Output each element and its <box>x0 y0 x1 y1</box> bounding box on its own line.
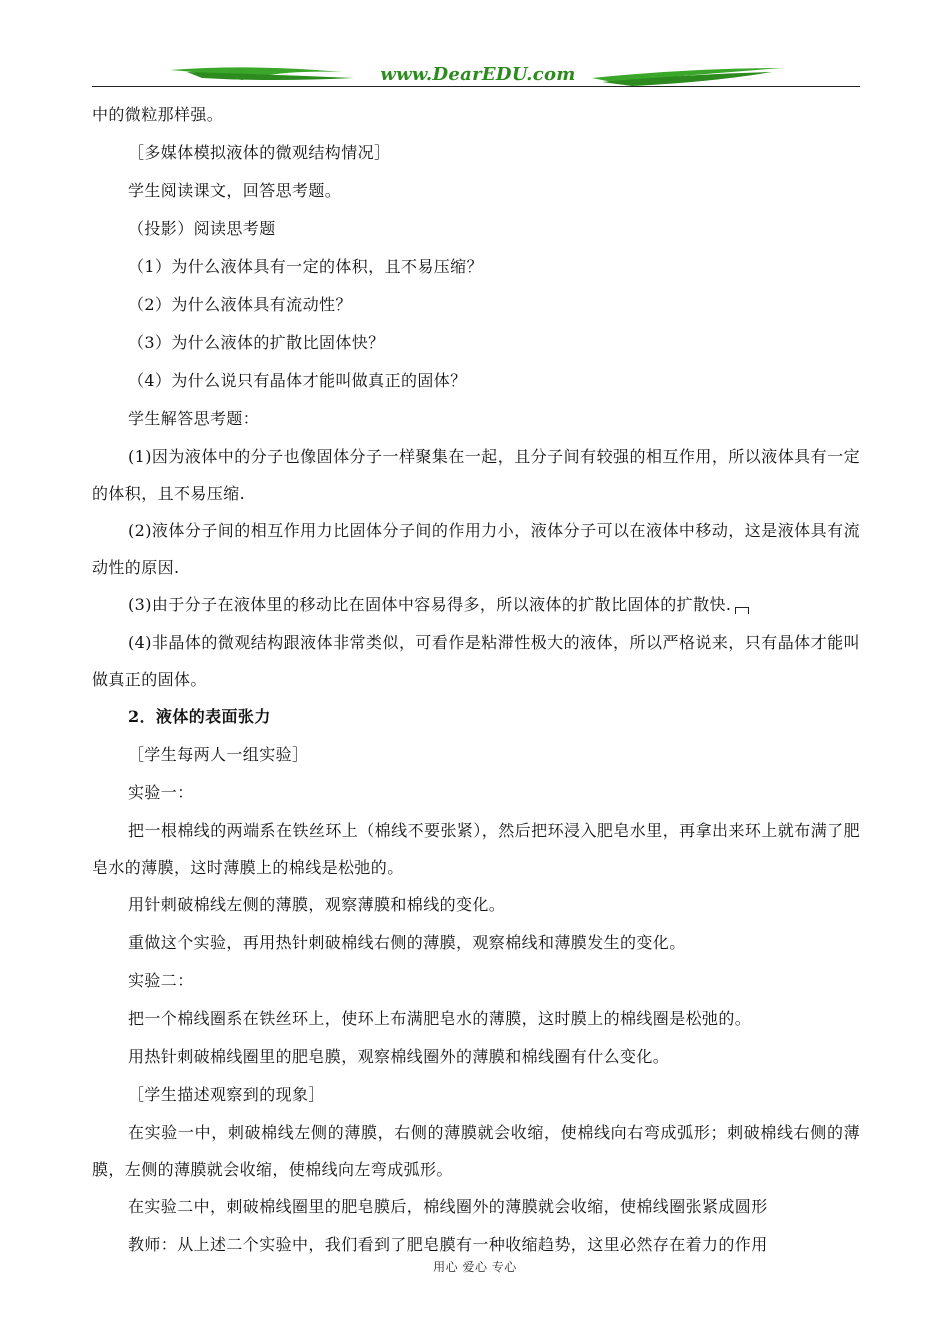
paragraph: 把一个棉线圈系在铁丝环上，使环上布满肥皂水的薄膜，这时膜上的棉线圈是松弛的。 <box>128 1009 752 1028</box>
paragraph: 学生阅读课文，回答思考题。 <box>128 181 342 200</box>
page-footer: 用心 爱心 专心 <box>433 1260 517 1274</box>
paragraph: （投影）阅读思考题 <box>128 219 276 238</box>
paragraph: 在实验二中，刺破棉线圈里的肥皂膜后，棉线圈外的薄膜就会收缩，使棉线圈张紧成圆形 <box>128 1197 768 1216</box>
paragraph: 在实验一中，刺破棉线左侧的薄膜，右侧的薄膜就会收缩，使棉线向右弯成弧形；刺破棉线右侧的薄膜，左侧的薄膜就会收缩，使棉线向左弯成弧形。 <box>92 1123 860 1179</box>
section-heading: 2．液体的表面张力 <box>128 707 271 726</box>
answer-item: (2)液体分子间的相互作用力比固体分子间的作用力小，液体分子可以在液体中移动，这是液体具有流动性的原因. <box>92 521 860 577</box>
site-title: www.DearEDU.com <box>380 64 576 85</box>
paragraph: 把一根棉线的两端系在铁丝环上（棉线不要张紧），然后把环浸入肥皂水里，再拿出来环上就布满了肥皂水的薄膜，这时薄膜上的棉线是松弛的。 <box>92 821 860 877</box>
paragraph: 重做这个实验，再用热针刺破棉线右侧的薄膜，观察棉线和薄膜发生的变化。 <box>128 933 686 952</box>
question-item: （2）为什么液体具有流动性？ <box>128 295 352 314</box>
question-item: （1）为什么液体具有一定的体积，且不易压缩？ <box>128 257 483 276</box>
paragraph: 中的微粒那样强。 <box>92 105 224 124</box>
paragraph: 学生解答思考题： <box>128 409 260 428</box>
paragraph: ［多媒体模拟液体的微观结构情况］ <box>128 143 391 162</box>
answer-item: (1)因为液体中的分子也像固体分子一样聚集在一起，且分子间有较强的相互作用，所以液体具有一定的体积，且不易压缩. <box>92 447 860 503</box>
paragraph: 用针刺破棉线左侧的薄膜，观察薄膜和棉线的变化。 <box>128 895 506 914</box>
question-item: （3）为什么液体的扩散比固体快？ <box>128 333 385 352</box>
paragraph: ［学生每两人一组实验］ <box>128 745 309 764</box>
paragraph: 用热针刺破棉线圈里的肥皂膜，观察棉线圈外的薄膜和棉线圈有什么变化。 <box>128 1047 670 1066</box>
question-item: （4）为什么说只有晶体才能叫做真正的固体？ <box>128 371 467 390</box>
header-rule <box>92 86 860 87</box>
paragraph: 实验二： <box>128 971 194 990</box>
answer-item: (4)非晶体的微观结构跟液体非常类似，可看作是粘滞性极大的液体，所以严格说来，只有晶体才能叫做真正的固体。 <box>92 633 860 689</box>
answer-text: (3)由于分子在液体里的移动比在固体中容易得多，所以液体的扩散比固体的扩散快. <box>128 595 732 614</box>
paragraph: 教师：从上述二个实验中，我们看到了肥皂膜有一种收缩趋势，这里必然存在着力的作用 <box>128 1235 768 1254</box>
paragraph: 实验一： <box>128 783 194 802</box>
edit-mark-icon <box>735 607 749 614</box>
document-body <box>92 96 860 1264</box>
paragraph: ［学生描述观察到的现象］ <box>128 1085 325 1104</box>
answer-item <box>92 586 860 624</box>
